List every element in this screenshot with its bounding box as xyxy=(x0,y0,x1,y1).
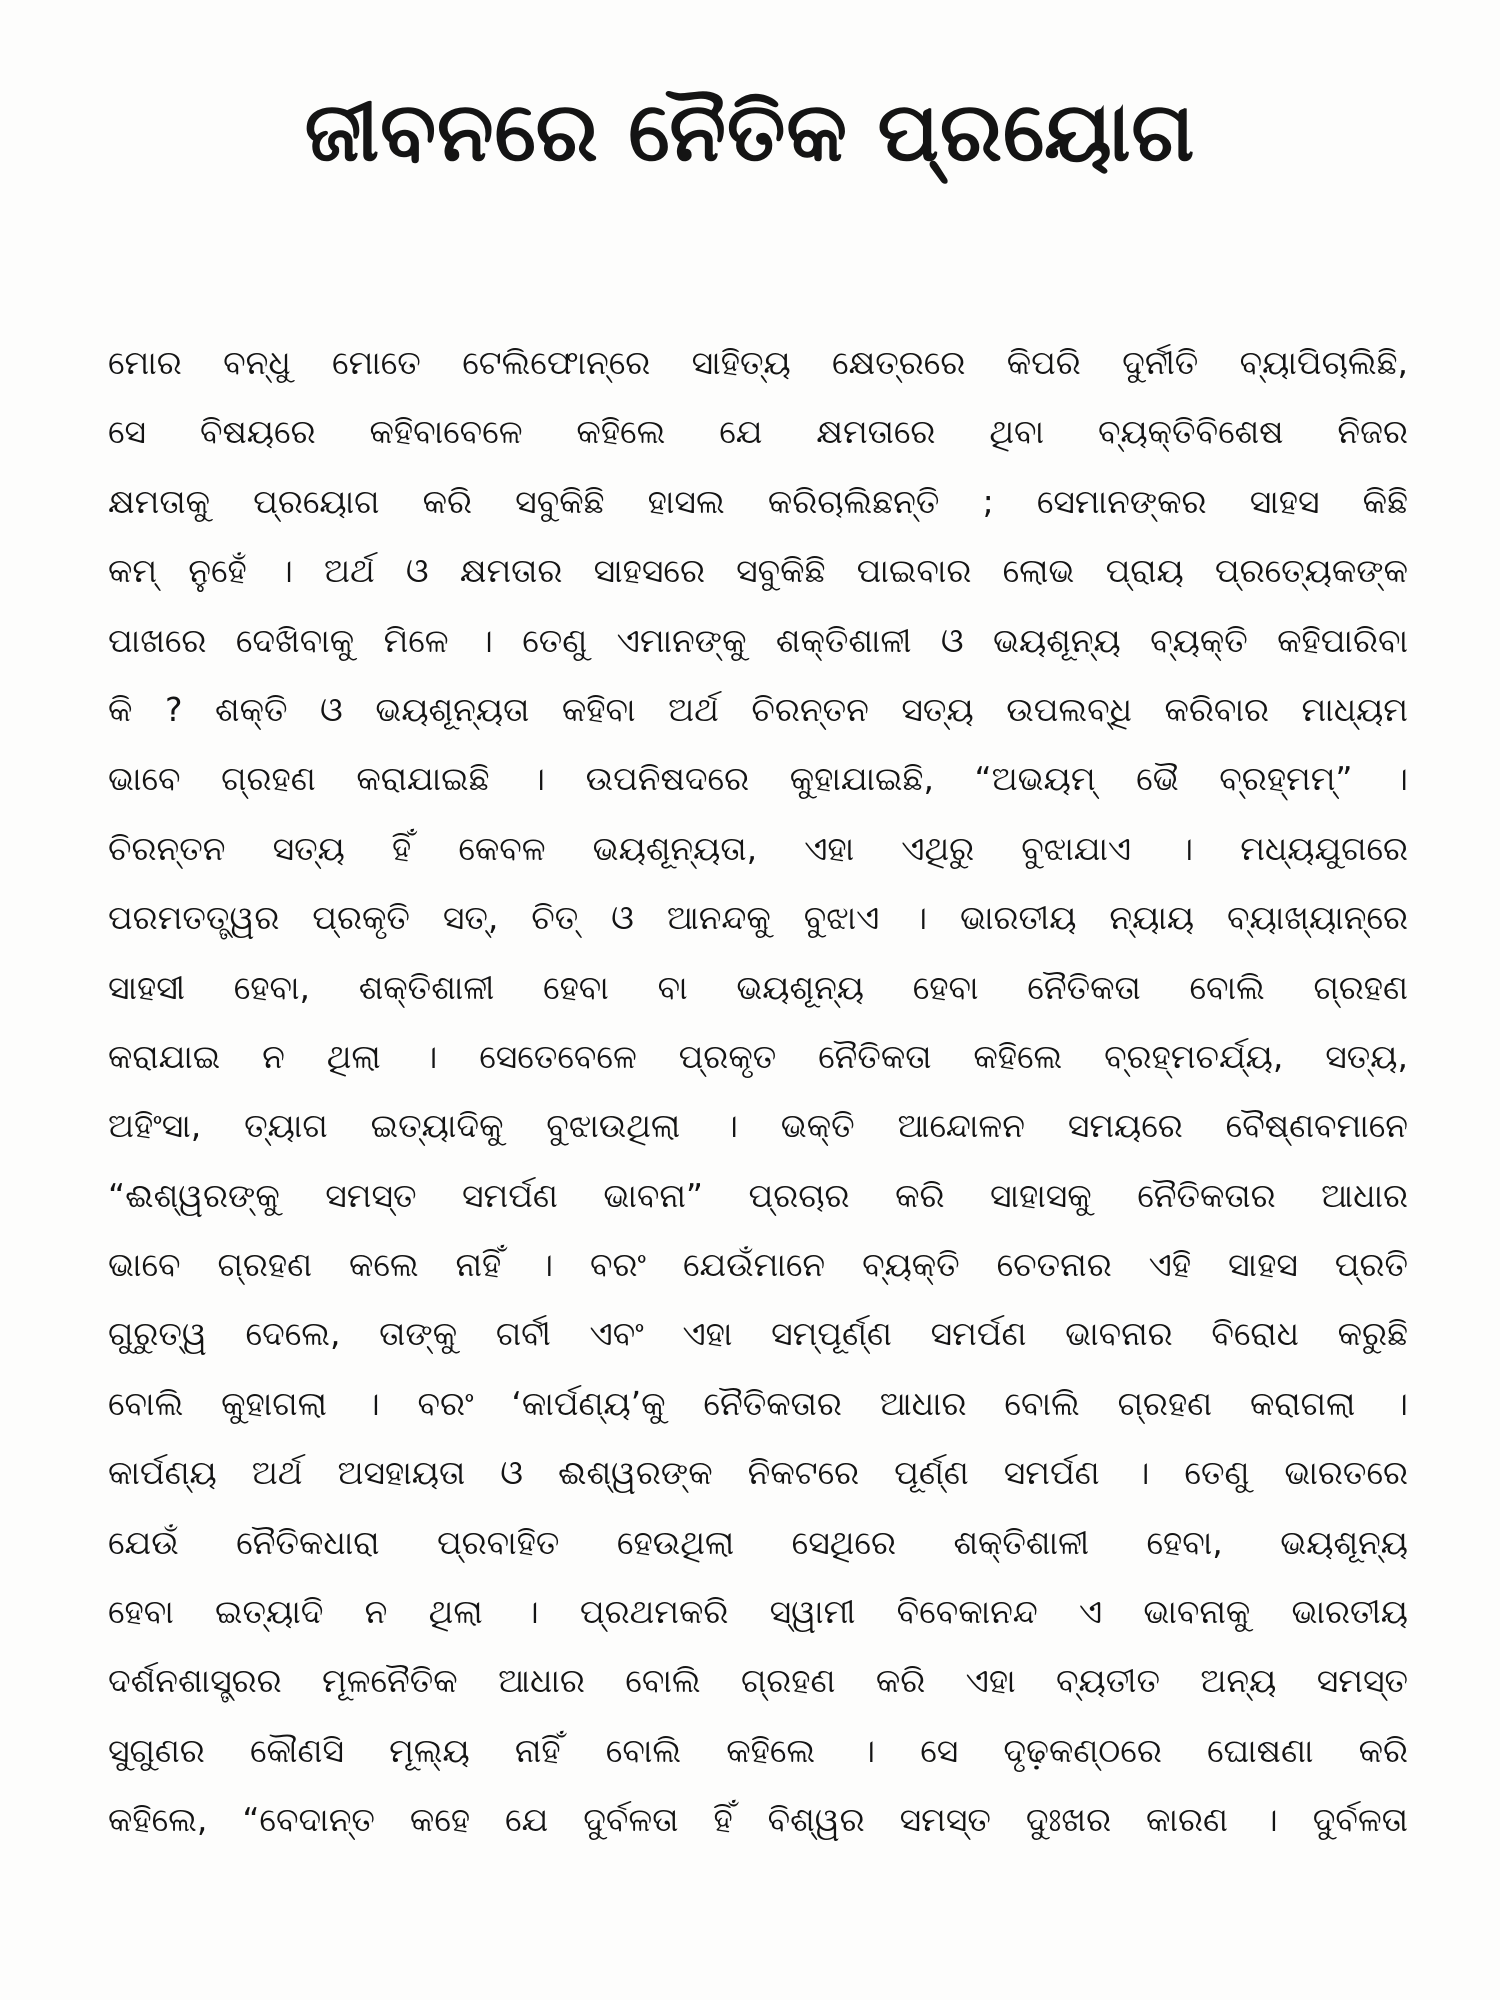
text-line: ସୁଗୁଣର କୌଣସି ମୂଲ୍ୟ ନାହିଁ ବୋଲି କହିଲେ । ସେ ଦୃଢ଼କଣ୍ଠରେ ଘୋଷଣା କରି xyxy=(108,1730,1408,1770)
text-line: ଚିରନ୍ତନ ସତ୍ୟ ହିଁ କେବଳ ଭୟଶୂନ୍ୟତା, ଏହା ଏଥିରୁ ବୁଝାଯାଏ । ମଧ୍ୟଯୁଗରେ xyxy=(108,828,1408,868)
text-line: ଅହିଂସା, ତ୍ୟାଗ ଇତ୍ୟାଦିକୁ ବୁଝାଉଥିଲା । ଭକ୍ତି ଆନ୍ଦୋଳନ ସମୟରେ ବୈଷ୍ଣବମାନେ xyxy=(108,1106,1408,1146)
text-line: ହେବା ଇତ୍ୟାଦି ନ ଥିଲା । ପ୍ରଥମକରି ସ୍ୱାମୀ ବିବେକାନନ୍ଦ ଏ ଭାବନାକୁ ଭାରତୀୟ xyxy=(108,1592,1408,1632)
text-line: ସେ ବିଷୟରେ କହିବାବେଳେ କହିଲେ ଯେ କ୍ଷମତାରେ ଥିବା ବ୍ୟକ୍ତିବିଶେଷ ନିଜର xyxy=(108,412,1408,452)
text-line: ମୋର ବନ୍ଧୁ ମୋତେ ଟେଲିଫୋନ୍‌ରେ ସାହିତ୍ୟ କ୍ଷେତ୍ରରେ କିପରି ଦୁର୍ନୀତି ବ୍ୟାପିଚାଲିଛି, xyxy=(108,343,1408,382)
body-paragraph xyxy=(108,328,1408,1855)
text-line: ସାହସୀ ହେବା, ଶକ୍ତିଶାଳୀ ହେବା ବା ଭୟଶୂନ୍ୟ ହେବା ନୈତିକତା ବୋଲି ଗ୍ରହଣ xyxy=(108,967,1408,1007)
text-line: ଯେଉଁ ନୈତିକଧାରା ପ୍ରବାହିତ ହେଉଥିଲା ସେଥିରେ ଶକ୍ତିଶାଳୀ ହେବା, ଭୟଶୂନ୍ୟ xyxy=(108,1522,1408,1562)
text-line: କମ୍ ନୁହେଁ । ଅର୍ଥ ଓ କ୍ଷମତାର ସାହସରେ ସବୁକିଛି ପାଇବାର ଲୋଭ ପ୍ରାୟ ପ୍ରତ୍ୟେକଙ୍କ xyxy=(108,551,1408,591)
text-line: କ୍ଷମତାକୁ ପ୍ରୟୋଗ କରି ସବୁକିଛି ହାସଲ କରିଚାଲିଛନ୍ତି ; ସେମାନଙ୍କର ସାହସ କିଛି xyxy=(108,481,1408,521)
text-line: “ଈଶ୍ୱରଙ୍କୁ ସମସ୍ତ ସମର୍ପଣ ଭାବନା” ପ୍ରଚାର କରି ସାହାସକୁ ନୈତିକତାର ଆଧାର xyxy=(108,1175,1408,1215)
text-line: ବୋଲି କୁହାଗଲା । ବରଂ ‘କାର୍ପଣ୍ୟ’କୁ ନୈତିକତାର ଆଧାର ବୋଲି ଗ୍ରହଣ କରାଗଲା । xyxy=(108,1383,1408,1423)
text-line: କରାଯାଇ ନ ଥିଲା । ସେତେବେଳେ ପ୍ରକୃତ ନୈତିକତା କହିଲେ ବ୍ରହ୍ମଚର୍ଯ୍ୟ, ସତ୍ୟ, xyxy=(108,1036,1408,1076)
text-line: କହିଲେ, “ବେଦାନ୍ତ କହେ ଯେ ଦୁର୍ବଳତା ହିଁ ବିଶ୍ୱର ସମସ୍ତ ଦୁଃଖର କାରଣ । ଦୁର୍ବଳତା xyxy=(108,1800,1408,1840)
page-title: ଜୀବନରେ ନୈତିକ ପ୍ରୟୋଗ xyxy=(304,85,1196,180)
text-line: ଭାବେ ଗ୍ରହଣ କଲେ ନାହିଁ । ବରଂ ଯେଉଁମାନେ ବ୍ୟକ୍ତି ଚେତନାର ଏହି ସାହସ ପ୍ରତି xyxy=(108,1245,1408,1285)
text-line: ଭାବେ ଗ୍ରହଣ କରାଯାଇଛି । ଉପନିଷଦରେ କୁହାଯାଇଛି, “ଅଭୟମ୍ ଭୈ ବ୍ରହ୍ମମ୍” । xyxy=(108,759,1408,799)
text-line: ଦର୍ଶନଶାସ୍ତ୍ରର ମୂଳନୈତିକ ଆଧାର ବୋଲି ଗ୍ରହଣ କରି ଏହା ବ୍ୟତୀତ ଅନ୍ୟ ସମସ୍ତ xyxy=(108,1661,1408,1701)
text-line: ଗୁରୁତ୍ୱ ଦେଲେ, ତାଙ୍କୁ ଗର୍ବୀ ଏବଂ ଏହା ସମ୍ପୂର୍ଣ୍ଣ ସମର୍ପଣ ଭାବନାର ବିରୋଧ କରୁଛି xyxy=(108,1314,1408,1354)
text-line: ପରମତତ୍ତ୍ୱର ପ୍ରକୃତି ସତ୍, ଚିତ୍ ଓ ଆନନ୍ଦକୁ ବୁଝାଏ । ଭାରତୀୟ ନ୍ୟାୟ ବ୍ୟାଖ୍ୟାନ୍‌ରେ xyxy=(108,898,1408,938)
text-line: କି ? ଶକ୍ତି ଓ ଭୟଶୂନ୍ୟତା କହିବା ଅର୍ଥ ଚିରନ୍ତନ ସତ୍ୟ ଉପଲବ୍ଧି କରିବାର ମାଧ୍ୟମ xyxy=(108,689,1408,729)
text-line: ପାଖରେ ଦେଖିବାକୁ ମିଳେ । ତେଣୁ ଏମାନଙ୍କୁ ଶକ୍ତିଶାଳୀ ଓ ଭୟଶୂନ୍ୟ ବ୍ୟକ୍ତି କହିପାରିବା xyxy=(108,620,1408,660)
text-line: କାର୍ପଣ୍ୟ ଅର୍ଥ ଅସହାୟତା ଓ ଈଶ୍ୱରଙ୍କ ନିକଟରେ ପୂର୍ଣ୍ଣ ସମର୍ପଣ । ତେଣୁ ଭାରତରେ xyxy=(108,1453,1408,1493)
